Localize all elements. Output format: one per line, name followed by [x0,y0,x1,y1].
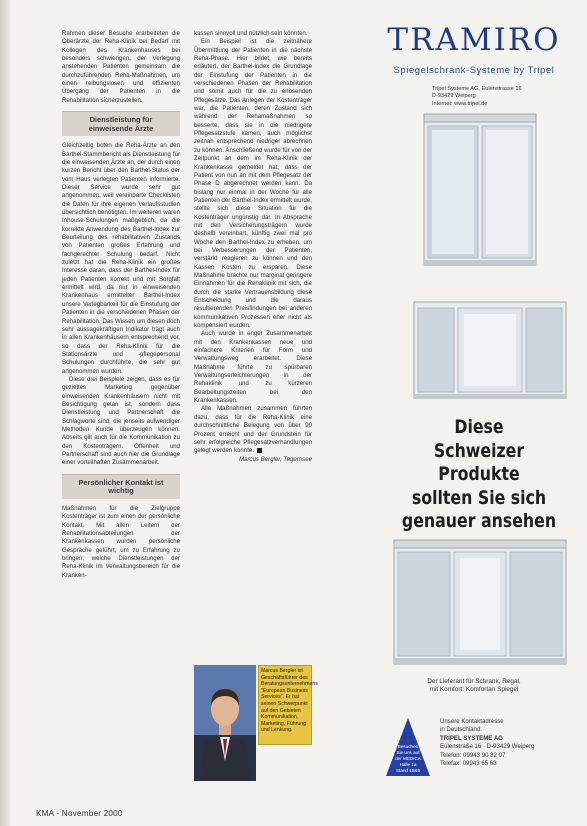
logo-text: Sie uns auf [396,750,420,755]
ad-caption [374,678,574,695]
article-paragraph: kassen sinnvoll und nützlich sein könnten. [194,30,308,37]
brand-name: TRAMIRO [387,22,561,58]
article-paragraph: Rahmen dieser Besuche erarbeiteten die Oberärzte der Reha-Klinik bei Bedarf mit Kollegen des Krankenhauses bei besonders schwierigen, der Verlegung anstehenden Patienten gemeinsam die durchzuführenden Reha-Maßnahmen, um einen reibungslosen und effizienten Übergang der Patienten in die Rehabilitation sicherzustellen. [62,30,180,104]
article-paragraph [194,405,312,455]
article-column-1 [62,30,180,820]
page-footer: KMA - November 2000 [36,809,123,818]
company-phone: Telefon: 09943 90 82 07 [440,751,506,759]
article-column-2 [194,30,312,615]
ad-contact [432,86,552,108]
end-mark-icon [257,448,262,453]
headline-line: Diese [454,416,504,438]
article-paragraph: Auch wurde in enger Zusammenarbeit mit den Krankenkassen neue und einfachere Kriterien für Form und Verwaltungsweg erarbeitet. Diese Maßnahme führte zu spürbaren Verwaltungserleichterungen in der Rehaklinik und zu kürzeren Bearbeitungszeiten bei den Krankenkassen. [194,330,312,405]
page-edge [0,0,10,826]
subheading-line: einweisende Ärzte [88,123,154,133]
article-paragraph: Maßnahmen für die Zielgruppe Kostenträger ist zum einen der persönliche Kontakt. Mit allen Leitern der Rehabilitationsabteilungen der Krankenkassen wurden persönliche Gespräche geführt, um zu Erfahrung zu bringen, welche Dienstleistungen der Reha-Klinik im Verwaltungsbereich für die Kranken- [62,504,180,579]
headline-line: genauer ansehen [401,510,557,532]
author-caption: Marcus Bergler ist Geschäftsführer des Beratungsunternehmens "European Business Services". Er hat seinen Schwerpunkt auf den Gebieten Kommunikation, Marketing, Führung und Lenkung. [258,665,312,745]
mirror-cabinet-image [412,298,568,402]
ad-headline [400,416,558,534]
mirror-cabinet-image [392,536,568,668]
brand-logo [380,20,568,60]
mirror-cabinet-image [422,112,540,270]
subheading-services [62,111,180,136]
author-portrait [194,665,256,781]
company-address [440,718,570,768]
company-street: Eulenstraße 16 · D-93429 Weiperg [440,743,535,751]
advertisement [374,16,574,796]
caption-line: mit Komfort: Komfortan Spiegel [429,686,519,694]
contact-line: D-93429 Weiperg [432,93,476,100]
article-paragraph-text: Alle Maßnahmen zusammen führten dazu, dass für die Reha-Klinik eine durchschnittliche Belegung von über 90 Prozent erreicht und der Grundstein für sehr erfolgreiche Pflegesatzverhandlungen gelegt werden konnte. [194,405,312,455]
medica-triangle-logo [384,716,432,778]
subheading-line: wichtig [108,486,134,496]
headline-line: Schweizer Produkte [433,439,525,485]
caption-line: Der Lieferant für Schrank, Regal, [427,678,521,685]
logo-text: Halle 1a [399,762,417,767]
author-byline: Marcus Bergler, Tegernsee [239,455,312,463]
portrait-illustration [194,665,256,781]
company-name: TRIPEL SYSTEME AG [440,734,503,742]
brand-tagline: Spiegelschrank-Systeme by Tripel [393,64,555,75]
article-paragraph: Ein Beispiel ist die zeitnähere Übermittlung der Patienten in die nächste Reha-Phase. Hier bildet, wie bereits erläutert, der Barthel-Index die Grundlage der Einstufung der Patienten in die verschiedenen Phasen der Rehabilitation und somit auch für die zu erlösenden Pflegesätze. Das Anlegen der Kostenträger war, die Patienten, deren Zustand sich während der Rehamaßnahmen so besserte, dass sie in die niedrigere Pflegesatzstufe kamen, auch möglichst zeitnah entsprechend niedriger abrechnen zu können. Anschließend wurde für von der Zeitpunkt an dem im Reha-Klinik der Krankenkasse gemeldet hat, dass der Patient von nun an mit dem Pflegesatz der Phase D abgerechnet werden kann. Da bislang nur einmal in der Woche für alle Patienten der Barthel-Index ermittelt wurde, stellte sich diese Situation für die Kostenträger ungünstig dar. In Absprache mit den Versicherungsträgern wurde deshalb vereinbart, künftig zwei mal pro Woche den Barthel-Index zu erheben, um bei Verbesserungen der Patienten, verstärkt reagieren zu können und den Kassen Kosten zu ersparen. Diese Maßnahme brachte nur marginal geringere Einnahmen für die Rehaklinik mit sich, die durch die starke Vertrauensbildung diese Entscheidung und die daraus resultierenden Preisfindungen bei anderen kommunikativen Prozessen eher nicht als kompensiert wurden. [194,38,312,330]
contact-line: Internet: www.tripel.de [432,100,488,107]
logo-text: Stand 1B66 [395,768,421,773]
contact-line: Tripel Systeme AG, Eulenstrasse 16 [432,86,522,92]
logo-text: der MEDICA [395,756,421,761]
subheading-line: Persönlicher Kontakt ist [78,477,164,487]
subheading-contact [62,474,180,499]
company-fax: Telefax: 09943 65 63 [440,760,497,768]
headline-line: sollten Sie sich [411,486,547,509]
logo-text: Besuchen [397,744,419,749]
article-paragraph: Gleichzeitig boten die Reha-Ärzte an den Barthel-Stammbericht als Dienstleistung für die einweisenden Ärzte an, der durch einen kurzen Bericht über den Barthel-Status der vom Haus verlegten Patienten informierte. Dieser Service wurde sehr gut angenommen, weil vereinbarte Checklisten die Daten für ihre eigenen Verlaufsstudien übersichtlich benötigten. Im weiteren waren Inhouse-Schulungen maßgeblich, da die korrekte Anwendung des Barthel-Index zur Beurteilung des rehabilitativen Zustands von Patienten großes Erfahrung und fachgerechter Schulung bedarf. Nicht zuletzt hat die Reha-Klinik ein großes Interesse daran, dass der Barthel-Index für jeden Patienten korrekt und mit Sorgfalt ermittelt wird, da nur in einweisenden Krankenhaus ermittelter Barthel-Index unsere Verlegbarkeit für die Einstufung der Patienten in die verschiedenen Phasen der Rehabilitation. Das Wissen um diesen doch sehr aussagekräftigen Indikator trägt auch in allen Krankenhäusern entsprechend vor, so dass der Reha-Klinik für die Stationsärzte und -pflegepersonal Schulungen durchführte, die sehr gut angenommen wurden. [62,142,180,375]
company-intro-line: in Deutschland: [440,726,483,734]
company-intro-line: Unsere Kontaktadresse [440,718,504,725]
subheading-line: Dienstleistung für [89,115,153,125]
article-paragraph: Diese drei Beispiele zeigen, dass es für gezieltes Marketing gegenüber einweisenden Krankenhäusern nicht mit Besichtigung getan ist, sondern dass Dienstleistung und Partnerschaft die Schlagworte sind, die jenseits aufwendiger Methoden Kunde überzeugen können. Abseits gilt auch für die Kommunikation zu den Kostenträgern. Offenheit und Partnerschaft sind auch hier die Grundlage einer vorteilhaften Zusammenarbeit. [62,375,180,467]
